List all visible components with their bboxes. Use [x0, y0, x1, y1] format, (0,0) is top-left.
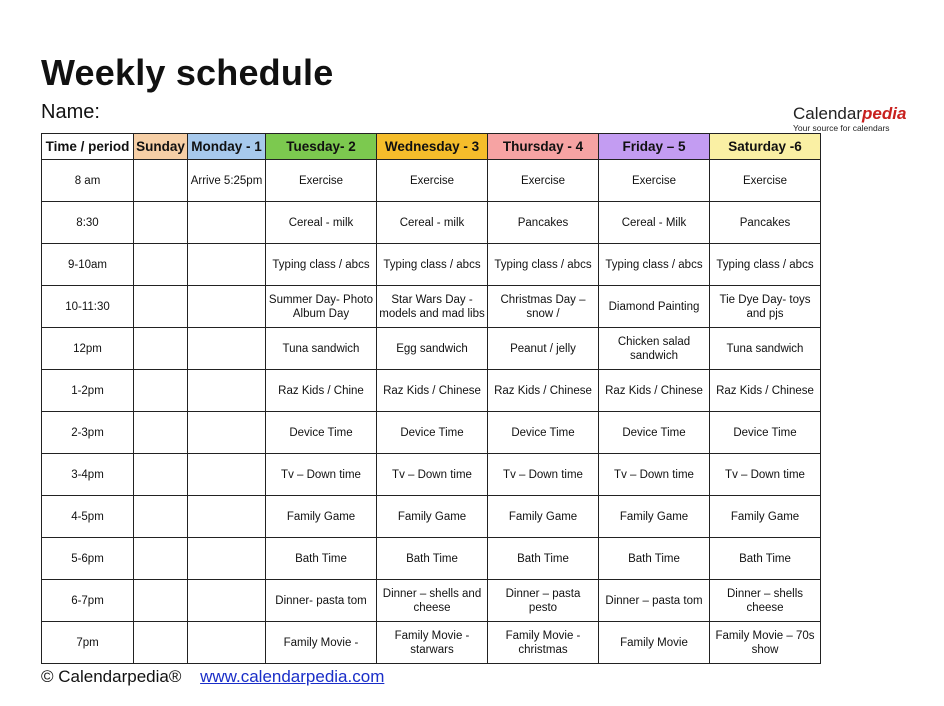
table-row — [42, 370, 821, 412]
time-cell: 7pm — [42, 622, 134, 664]
activity-cell: Tv – Down time — [377, 454, 488, 496]
activity-cell: Typing class / abcs — [710, 244, 821, 286]
activity-cell — [188, 244, 266, 286]
header-row — [42, 134, 821, 160]
logo-main-text: Calendar — [793, 104, 862, 123]
header-day-2: Monday - 1 — [188, 134, 266, 160]
activity-cell: Family Movie - christmas — [488, 622, 599, 664]
header-time-period: Time / period — [42, 134, 134, 160]
activity-cell — [134, 202, 188, 244]
activity-cell: Tuna sandwich — [266, 328, 377, 370]
activity-cell — [188, 412, 266, 454]
time-cell: 4-5pm — [42, 496, 134, 538]
activity-cell: Raz Kids / Chinese — [710, 370, 821, 412]
time-cell: 6-7pm — [42, 580, 134, 622]
activity-cell: Pancakes — [488, 202, 599, 244]
activity-cell: Peanut / jelly — [488, 328, 599, 370]
activity-cell: Exercise — [710, 160, 821, 202]
activity-cell: Tv – Down time — [488, 454, 599, 496]
activity-cell — [188, 328, 266, 370]
name-label: Name: — [41, 101, 100, 123]
activity-cell: Bath Time — [266, 538, 377, 580]
activity-cell: Family Movie - starwars — [377, 622, 488, 664]
table-row — [42, 538, 821, 580]
activity-cell: Dinner – pasta pesto — [488, 580, 599, 622]
activity-cell: Family Movie – 70s show — [710, 622, 821, 664]
activity-cell — [134, 454, 188, 496]
activity-cell — [134, 370, 188, 412]
time-cell: 5-6pm — [42, 538, 134, 580]
activity-cell: Typing class / abcs — [599, 244, 710, 286]
activity-cell: Typing class / abcs — [488, 244, 599, 286]
header-day-7: Saturday -6 — [710, 134, 821, 160]
activity-cell — [188, 370, 266, 412]
activity-cell: Bath Time — [710, 538, 821, 580]
table-row — [42, 202, 821, 244]
activity-cell: Chicken salad sandwich — [599, 328, 710, 370]
activity-cell: Cereal - milk — [266, 202, 377, 244]
footer-copyright: © Calendarpedia® — [41, 667, 182, 686]
activity-cell: Device Time — [266, 412, 377, 454]
activity-cell: Dinner – pasta tom — [599, 580, 710, 622]
table-row — [42, 244, 821, 286]
time-cell: 3-4pm — [42, 454, 134, 496]
logo-accent-text: pedia — [862, 104, 907, 123]
activity-cell: Family Movie — [599, 622, 710, 664]
activity-cell: Exercise — [377, 160, 488, 202]
table-row — [42, 496, 821, 538]
activity-cell — [134, 286, 188, 328]
activity-cell: Tie Dye Day- toys and pjs — [710, 286, 821, 328]
table-row — [42, 286, 821, 328]
header-day-4: Wednesday - 3 — [377, 134, 488, 160]
activity-cell: Typing class / abcs — [377, 244, 488, 286]
activity-cell: Exercise — [599, 160, 710, 202]
time-cell: 2-3pm — [42, 412, 134, 454]
activity-cell — [134, 538, 188, 580]
footer — [41, 667, 384, 687]
table-row — [42, 580, 821, 622]
activity-cell: Arrive 5:25pm — [188, 160, 266, 202]
activity-cell: Tv – Down time — [710, 454, 821, 496]
activity-cell — [188, 286, 266, 328]
activity-cell: Family Game — [710, 496, 821, 538]
activity-cell: Tv – Down time — [266, 454, 377, 496]
activity-cell — [134, 160, 188, 202]
activity-cell — [134, 622, 188, 664]
activity-cell: Device Time — [488, 412, 599, 454]
activity-cell: Device Time — [599, 412, 710, 454]
header-day-1: Sunday — [134, 134, 188, 160]
activity-cell: Egg sandwich — [377, 328, 488, 370]
activity-cell: Device Time — [377, 412, 488, 454]
time-cell: 12pm — [42, 328, 134, 370]
table-row — [42, 622, 821, 664]
activity-cell: Exercise — [266, 160, 377, 202]
activity-cell — [188, 496, 266, 538]
table-body — [42, 160, 821, 664]
activity-cell — [188, 202, 266, 244]
activity-cell — [188, 622, 266, 664]
activity-cell — [134, 580, 188, 622]
activity-cell — [188, 580, 266, 622]
activity-cell: Typing class / abcs — [266, 244, 377, 286]
activity-cell: Exercise — [488, 160, 599, 202]
table-row — [42, 454, 821, 496]
table-row — [42, 328, 821, 370]
activity-cell: Tuna sandwich — [710, 328, 821, 370]
header-day-3: Tuesday- 2 — [266, 134, 377, 160]
activity-cell: Tv – Down time — [599, 454, 710, 496]
activity-cell: Dinner – shells and cheese — [377, 580, 488, 622]
activity-cell: Raz Kids / Chine — [266, 370, 377, 412]
activity-cell: Christmas Day – snow / — [488, 286, 599, 328]
activity-cell: Family Game — [266, 496, 377, 538]
activity-cell: Bath Time — [599, 538, 710, 580]
activity-cell: Cereal - milk — [377, 202, 488, 244]
activity-cell: Bath Time — [488, 538, 599, 580]
table-row — [42, 412, 821, 454]
time-cell: 8 am — [42, 160, 134, 202]
weekly-schedule-table — [41, 133, 821, 664]
activity-cell — [188, 454, 266, 496]
activity-cell: Family Game — [599, 496, 710, 538]
time-cell: 10-11:30 — [42, 286, 134, 328]
activity-cell — [188, 538, 266, 580]
time-cell: 9-10am — [42, 244, 134, 286]
activity-cell: Bath Time — [377, 538, 488, 580]
activity-cell: Raz Kids / Chinese — [599, 370, 710, 412]
header-day-5: Thursday - 4 — [488, 134, 599, 160]
activity-cell: Raz Kids / Chinese — [488, 370, 599, 412]
header-day-6: Friday – 5 — [599, 134, 710, 160]
activity-cell: Family Movie - — [266, 622, 377, 664]
activity-cell: Diamond Painting — [599, 286, 710, 328]
activity-cell: Cereal - Milk — [599, 202, 710, 244]
footer-website-link[interactable]: www.calendarpedia.com — [200, 667, 385, 686]
activity-cell — [134, 412, 188, 454]
time-cell: 1-2pm — [42, 370, 134, 412]
activity-cell: Raz Kids / Chinese — [377, 370, 488, 412]
activity-cell: Dinner- pasta tom — [266, 580, 377, 622]
activity-cell: Family Game — [488, 496, 599, 538]
activity-cell — [134, 328, 188, 370]
activity-cell: Device Time — [710, 412, 821, 454]
activity-cell: Summer Day- Photo Album Day — [266, 286, 377, 328]
activity-cell: Dinner – shells cheese — [710, 580, 821, 622]
activity-cell: Family Game — [377, 496, 488, 538]
table-row — [42, 160, 821, 202]
activity-cell — [134, 244, 188, 286]
activity-cell: Star Wars Day - models and mad libs — [377, 286, 488, 328]
logo-wordmark — [793, 105, 906, 122]
page-title: Weekly schedule — [41, 52, 334, 93]
activity-cell: Pancakes — [710, 202, 821, 244]
activity-cell — [134, 496, 188, 538]
calendarpedia-logo — [793, 105, 906, 133]
time-cell: 8:30 — [42, 202, 134, 244]
logo-tagline: Your source for calendars — [793, 123, 890, 133]
